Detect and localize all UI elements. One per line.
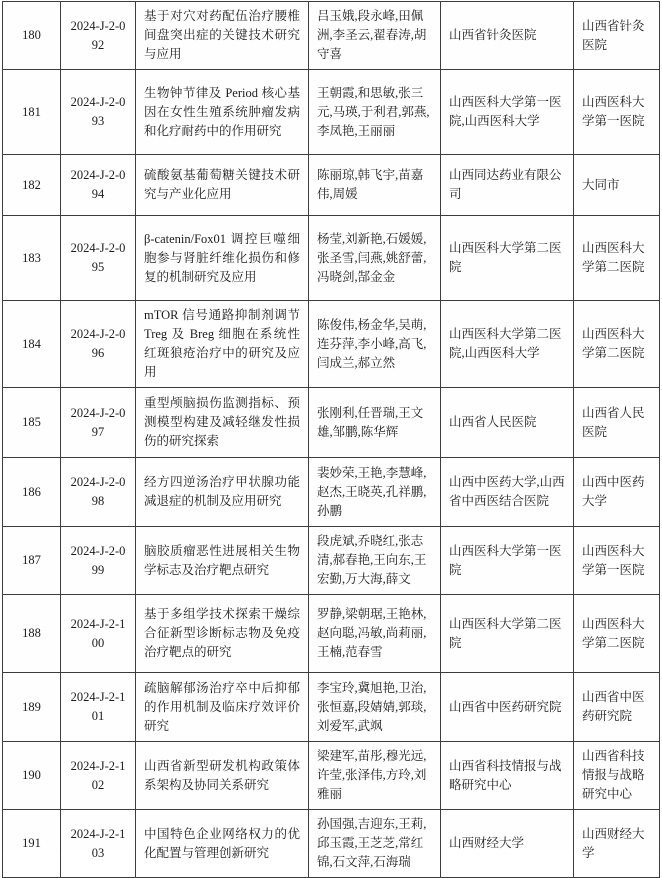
project-title-cell: 重型颅脑损伤监测指标、预测模型构建及减轻继发性损伤的研究探索 [136, 388, 309, 458]
nominating-unit-cell: 山西省人民医院 [574, 388, 660, 458]
table-row [3, 155, 660, 216]
project-members-cell: 裴妙荣,王艳,李慧峰,赵杰,王晓英,孔祥鹏,孙鹏 [309, 458, 441, 527]
table-row [3, 388, 660, 458]
completing-units-cell: 山西同达药业有限公司 [441, 155, 574, 216]
project-members-cell: 罗静,梁朝琚,王艳林,赵向聪,冯敏,尚莉丽,王楠,范春雪 [309, 595, 441, 673]
completing-units-cell: 山西医科大学第一医院 [441, 527, 574, 595]
nominating-unit-cell: 山西医科大学第一医院 [574, 527, 660, 595]
project-id-cell: 2024-J-2-103 [61, 810, 136, 878]
table-row [3, 458, 660, 527]
completing-units-cell: 山西医科大学第二医院 [441, 595, 574, 673]
nominating-unit-cell: 山西医科大学第二医院 [574, 595, 660, 673]
completing-units-cell: 山西省针灸医院 [441, 2, 574, 70]
nominating-unit-cell: 山西财经大学 [574, 810, 660, 878]
project-title-cell: 基于对穴对药配伍治疗腰椎间盘突出症的关键技术研究与应用 [136, 2, 309, 70]
project-members-cell: 陈丽琼,韩飞宇,苗嘉伟,周媛 [309, 155, 441, 216]
table-row [3, 301, 660, 388]
completing-units-cell: 山西省人民医院 [441, 388, 574, 458]
project-id-cell: 2024-J-2-097 [61, 388, 136, 458]
project-title-cell: 经方四逆汤治疗甲状腺功能减退症的机制及应用研究 [136, 458, 309, 527]
row-number-cell: 189 [3, 673, 61, 742]
project-id-cell: 2024-J-2-092 [61, 2, 136, 70]
project-title-cell: 硫酸氨基葡萄糖关键技术研究与产业化应用 [136, 155, 309, 216]
project-id-cell: 2024-J-2-098 [61, 458, 136, 527]
table-row [3, 595, 660, 673]
row-number-cell: 187 [3, 527, 61, 595]
nominating-unit-cell: 山西省针灸医院 [574, 2, 660, 70]
awards-projects-table [2, 1, 660, 878]
row-number-cell: 186 [3, 458, 61, 527]
completing-units-cell: 山西中医药大学,山西省中西医结合医院 [441, 458, 574, 527]
project-members-cell: 李宝玲,冀旭艳,卫治,张恒嘉,段婧婧,郭琰,刘爱军,武飒 [309, 673, 441, 742]
project-members-cell: 梁建军,苗彤,穆光远,许莹,张泽伟,方玲,刘雅丽 [309, 742, 441, 810]
row-number-cell: 183 [3, 216, 61, 301]
project-title-cell: 疏脑解郁汤治疗卒中后抑郁的作用机制及临床疗效评价研究 [136, 673, 309, 742]
completing-units-cell: 山西省中医药研究院 [441, 673, 574, 742]
nominating-unit-cell: 山西省中医药研究院 [574, 673, 660, 742]
row-number-cell: 188 [3, 595, 61, 673]
project-id-cell: 2024-J-2-100 [61, 595, 136, 673]
project-title-cell: 基于多组学技术探索干燥综合征新型诊断标志物及免疫治疗靶点的研究 [136, 595, 309, 673]
project-members-cell: 吕玉娥,段永峰,田佩洲,李圣云,翟春涛,胡守喜 [309, 2, 441, 70]
row-number-cell: 185 [3, 388, 61, 458]
project-id-cell: 2024-J-2-093 [61, 70, 136, 155]
project-members-cell: 王朝霞,和思敏,张三元,马瑛,于利君,郭燕,李凤艳,王丽丽 [309, 70, 441, 155]
table-row [3, 810, 660, 878]
table-row [3, 2, 660, 70]
row-number-cell: 181 [3, 70, 61, 155]
row-number-cell: 190 [3, 742, 61, 810]
nominating-unit-cell: 山西医科大学第一医院 [574, 70, 660, 155]
project-title-cell: β-catenin/Fox01 调控巨噬细胞参与肾脏纤维化损伤和修复的机制研究及应用 [136, 216, 309, 301]
completing-units-cell: 山西财经大学 [441, 810, 574, 878]
project-title-cell: 山西省新型研发机构政策体系架构及协同关系研究 [136, 742, 309, 810]
project-title-cell: 生物钟节律及 Period 核心基因在女性生殖系统肿瘤发病和化疗耐药中的作用研究 [136, 70, 309, 155]
project-members-cell: 段虎斌,乔晓红,张志清,郝春艳,王向东,王宏勤,万大海,薛文 [309, 527, 441, 595]
nominating-unit-cell: 山西医科大学第二医院 [574, 301, 660, 388]
table-row [3, 527, 660, 595]
awards-table-body [3, 2, 660, 878]
project-members-cell: 陈俊伟,杨金华,吴萌,连芬萍,李小峰,高飞,闫成兰,郝立然 [309, 301, 441, 388]
project-title-cell: 中国特色企业网络权力的优化配置与管理创新研究 [136, 810, 309, 878]
nominating-unit-cell: 大同市 [574, 155, 660, 216]
project-id-cell: 2024-J-2-096 [61, 301, 136, 388]
project-members-cell: 杨莹,刘新艳,石媛媛,张圣雪,闫燕,姚舒蕾,冯晓剑,郜金金 [309, 216, 441, 301]
nominating-unit-cell: 山西医科大学第二医院 [574, 216, 660, 301]
table-row [3, 70, 660, 155]
table-row [3, 673, 660, 742]
project-members-cell: 孙国强,吉迎东,王莉,邱玉霞,王芝芝,常红锦,石文萍,石海瑞 [309, 810, 441, 878]
completing-units-cell: 山西医科大学第二医院,山西医科大学 [441, 301, 574, 388]
project-id-cell: 2024-J-2-102 [61, 742, 136, 810]
nominating-unit-cell: 山西中医药大学 [574, 458, 660, 527]
row-number-cell: 184 [3, 301, 61, 388]
project-id-cell: 2024-J-2-101 [61, 673, 136, 742]
table-row [3, 742, 660, 810]
nominating-unit-cell: 山西省科技情报与战略研究中心 [574, 742, 660, 810]
project-id-cell: 2024-J-2-095 [61, 216, 136, 301]
project-id-cell: 2024-J-2-094 [61, 155, 136, 216]
row-number-cell: 180 [3, 2, 61, 70]
project-title-cell: mTOR 信号通路抑制剂调节 Treg 及 Breg 细胞在系统性红斑狼疮治疗中的研究及应用 [136, 301, 309, 388]
table-row [3, 216, 660, 301]
completing-units-cell: 山西医科大学第二医院 [441, 216, 574, 301]
completing-units-cell: 山西省科技情报与战略研究中心 [441, 742, 574, 810]
project-id-cell: 2024-J-2-099 [61, 527, 136, 595]
row-number-cell: 182 [3, 155, 61, 216]
row-number-cell: 191 [3, 810, 61, 878]
project-members-cell: 张刚利,任晋瑞,王文雄,邹鹏,陈华辉 [309, 388, 441, 458]
completing-units-cell: 山西医科大学第一医院,山西医科大学 [441, 70, 574, 155]
project-title-cell: 脑胶质瘤恶性进展相关生物学标志及治疗靶点研究 [136, 527, 309, 595]
